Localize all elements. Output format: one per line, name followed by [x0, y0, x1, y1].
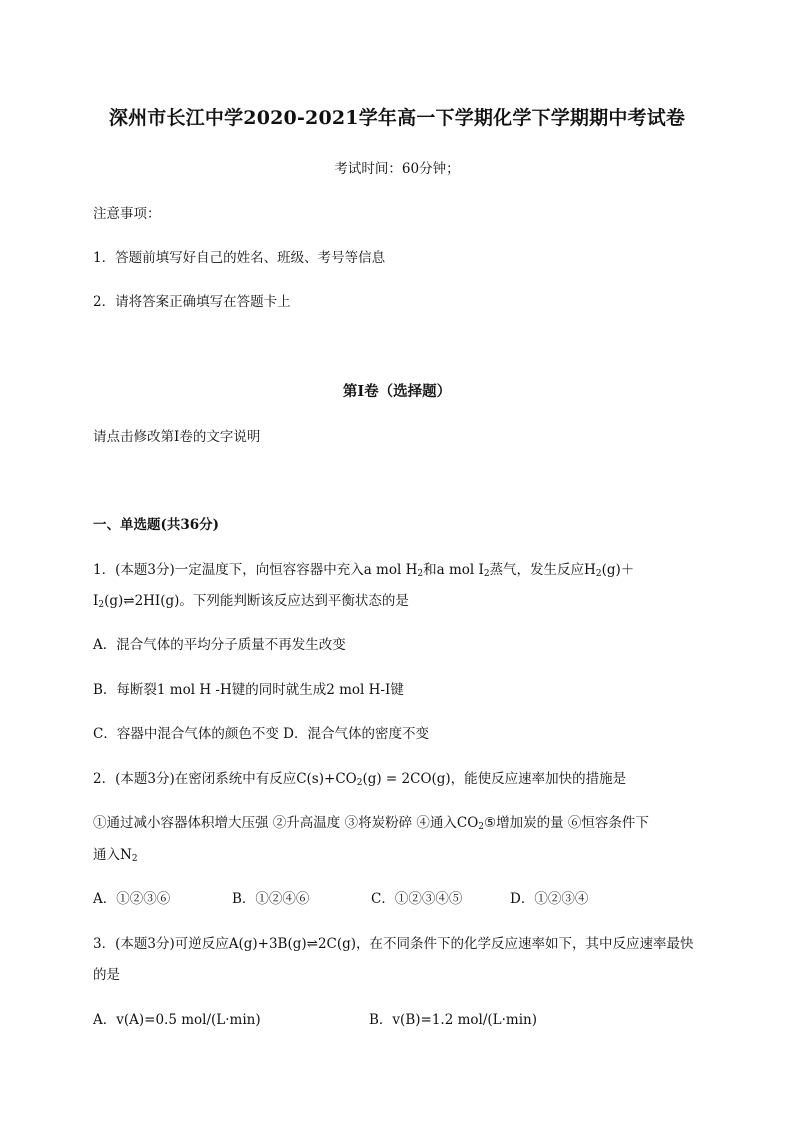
q1-text-b: 和a mol I: [423, 562, 484, 578]
q1-text-c: 蒸气，发生反应H: [489, 562, 596, 578]
q1-option-a: A．混合气体的平均分子质量不再发生改变: [93, 637, 346, 653]
subscript: 2: [483, 569, 490, 579]
q2-text-b: (g) = 2CO(g)，能使反应速率加快的措施是: [362, 771, 627, 787]
question-1-line-2: [93, 589, 409, 609]
exam-title: 深州市长江中学2020-2021学年高一下学期化学下学期期中考试卷: [108, 107, 686, 129]
q2-text-e: 通入N: [93, 847, 132, 863]
volume-description: 请点击修改第I卷的文字说明: [93, 429, 261, 445]
subscript: 2: [417, 569, 424, 579]
subscript: 2: [478, 822, 485, 832]
question-2-line-2: [93, 811, 649, 831]
question-2-line-3: [93, 843, 138, 863]
question-1-line-1: [93, 558, 634, 578]
note-item-1: 1．答题前填写好自己的姓名、班级、考号等信息: [93, 250, 386, 266]
volume-title: 第I卷（选择题）: [342, 383, 452, 400]
q1-text-d: (g)＋: [601, 562, 635, 578]
q3-option-a: A．v(A)=0.5 mol/(L·min): [93, 1012, 261, 1028]
q1-option-cd: C．容器中混合气体的颜色不变 D．混合气体的密度不变: [93, 726, 429, 742]
q1-text-e: I: [93, 593, 99, 609]
q3-option-b: B．v(B)=1.2 mol/(L·min): [369, 1012, 537, 1028]
subscript: 2: [98, 600, 105, 610]
notes-heading: 注意事项：: [93, 206, 161, 222]
question-2-line-1: [93, 767, 626, 787]
q2-option-b: B．①②④⑥: [232, 891, 310, 907]
q2-option-a: A．①②③⑥: [93, 891, 171, 907]
subscript: 2: [356, 778, 363, 788]
q2-text-d: ⑤增加炭的量 ⑥恒容条件下: [484, 815, 649, 831]
q2-text-c: ①通过减小容器体积增大压强 ②升高温度 ③将炭粉碎 ④通入CO: [93, 815, 479, 831]
note-item-2: 2．请将答案正确填写在答题卡上: [93, 294, 291, 310]
question-3-line-1: 3．(本题3分)可逆反应A(g)+3B(g)⇌2C(g)，在不同条件下的化学反应速率如下，其中反应速率最快: [93, 936, 694, 952]
q2-text-a: 2．(本题3分)在密闭系统中有反应C(s)+CO: [93, 771, 357, 787]
q2-option-d: D．①②③④: [510, 891, 589, 907]
q1-text-a: 1．(本题3分)一定温度下，向恒容容器中充入a mol H: [93, 562, 418, 578]
exam-time: 考试时间：60分钟；: [334, 161, 460, 177]
subscript: 2: [595, 569, 602, 579]
section-heading: 一、单选题(共36分): [93, 517, 220, 533]
subscript: 2: [131, 854, 138, 864]
question-3-line-2: 的是: [93, 967, 120, 983]
q1-option-b: B．每断裂1 mol H -H键的同时就生成2 mol H-I键: [93, 682, 404, 698]
q2-option-c: C．①②③④⑤: [371, 891, 463, 907]
q1-text-f: (g)⇌2HI(g)。下列能判断该反应达到平衡状态的是: [104, 593, 409, 609]
